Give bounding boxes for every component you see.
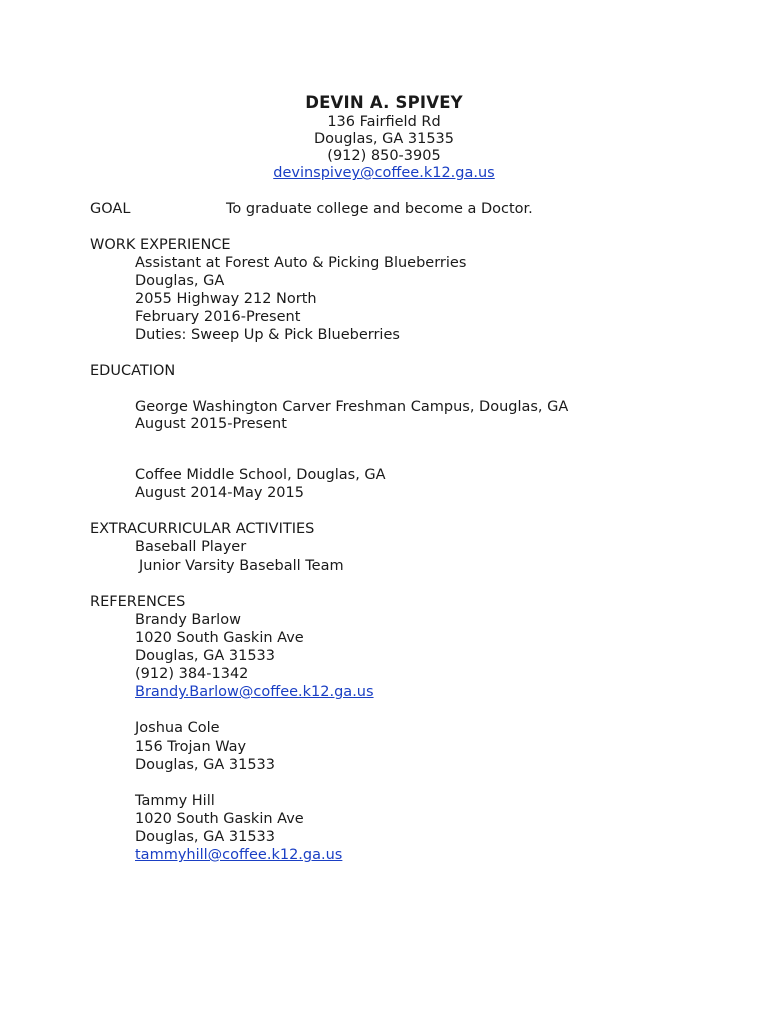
goal-text: To graduate college and become a Doctor. bbox=[226, 201, 533, 217]
work-line: Assistant at Forest Auto & Picking Blueberries bbox=[135, 255, 467, 271]
reference-city: Douglas, GA 31533 bbox=[135, 757, 276, 773]
school-name: Coffee Middle School, Douglas, GA bbox=[135, 467, 386, 483]
activity-item: Junior Varsity Baseball Team bbox=[139, 558, 344, 574]
references-heading: REFERENCES bbox=[90, 594, 186, 610]
work-line: 2055 Highway 212 North bbox=[135, 291, 317, 307]
reference-city: Douglas, GA 31533 bbox=[135, 648, 276, 664]
reference-name: Joshua Cole bbox=[135, 720, 220, 736]
reference-name: Brandy Barlow bbox=[135, 612, 241, 628]
header-email-link[interactable]: devinspivey@coffee.k12.ga.us bbox=[273, 165, 495, 181]
reference-email-link[interactable]: Brandy.Barlow@coffee.k12.ga.us bbox=[135, 684, 374, 700]
education-heading: EDUCATION bbox=[90, 363, 176, 379]
reference-street: 156 Trojan Way bbox=[135, 739, 247, 755]
school-dates: August 2014-May 2015 bbox=[135, 485, 304, 501]
school-dates: August 2015-Present bbox=[135, 416, 287, 432]
activity-item: Baseball Player bbox=[135, 539, 247, 555]
goal-heading: GOAL bbox=[90, 201, 131, 217]
header-email-row bbox=[0, 164, 768, 182]
reference-street: 1020 South Gaskin Ave bbox=[135, 811, 304, 827]
school-name: George Washington Carver Freshman Campus, Douglas, GA bbox=[135, 399, 569, 415]
header-city: Douglas, GA 31535 bbox=[313, 131, 454, 147]
work-line: Duties: Sweep Up & Pick Blueberries bbox=[135, 327, 400, 343]
reference-name: Tammy Hill bbox=[135, 793, 215, 809]
reference-email-row bbox=[135, 846, 342, 864]
header-street: 136 Fairfield Rd bbox=[327, 114, 441, 130]
reference-email-link[interactable]: tammyhill@coffee.k12.ga.us bbox=[135, 847, 343, 863]
reference-email-row bbox=[135, 683, 374, 701]
extracurricular-heading: EXTRACURRICULAR ACTIVITIES bbox=[90, 521, 315, 537]
reference-city: Douglas, GA 31533 bbox=[135, 829, 276, 845]
reference-street: 1020 South Gaskin Ave bbox=[135, 630, 304, 646]
header-phone: (912) 850-3905 bbox=[327, 148, 441, 164]
work-line: February 2016-Present bbox=[135, 309, 301, 325]
work-heading: WORK EXPERIENCE bbox=[90, 237, 231, 253]
work-line: Douglas, GA bbox=[135, 273, 225, 289]
resume-name: DEVIN A. SPIVEY bbox=[305, 93, 463, 112]
reference-phone: (912) 384-1342 bbox=[135, 666, 249, 682]
